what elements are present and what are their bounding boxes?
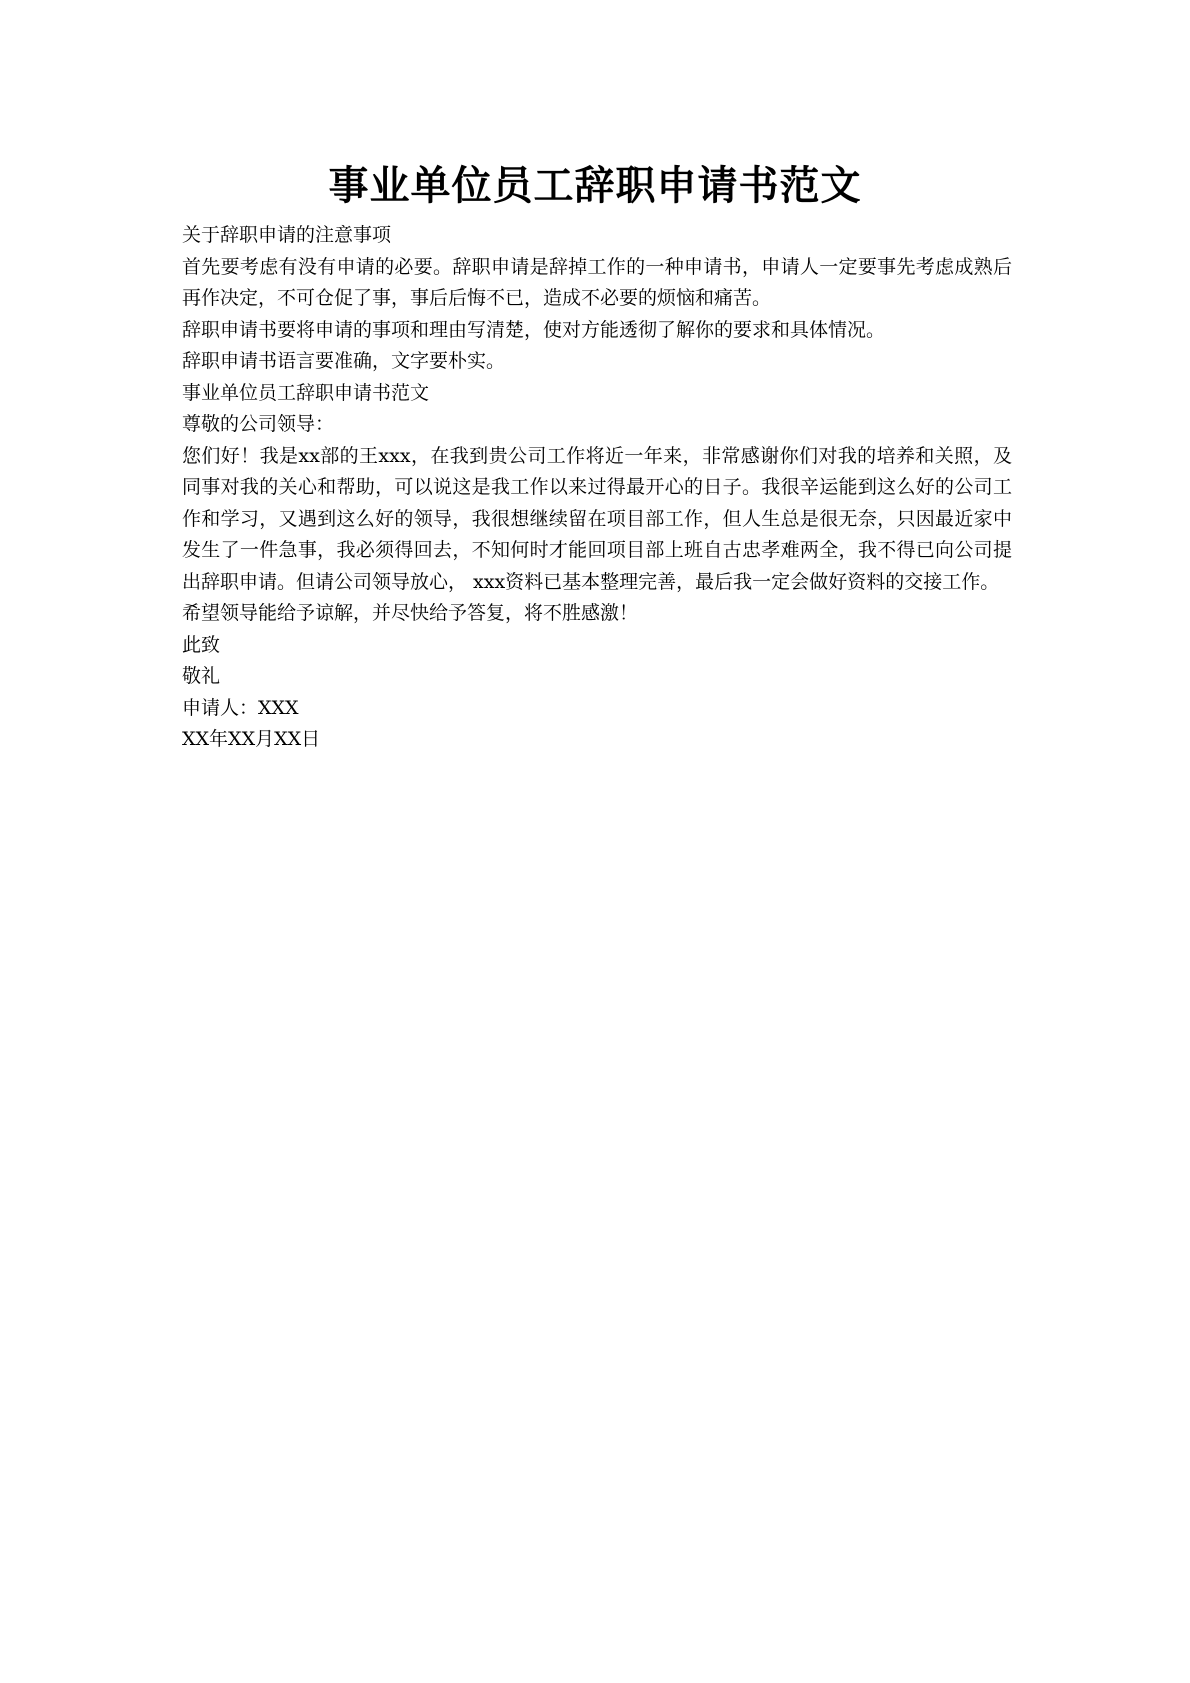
section-heading-sample: 事业单位员工辞职申请书范文 (182, 381, 430, 404)
document-body (182, 220, 1012, 756)
letter-salute: 敬礼 (182, 665, 221, 687)
section-heading-notes: 关于辞职申请的注意事项 (182, 224, 392, 246)
letter-date: XX年XX月XX日 (182, 728, 321, 750)
document-title: 事业单位员工辞职申请书范文 (328, 162, 862, 209)
letter-applicant: 申请人：XXX (182, 696, 299, 719)
letter-body: 您们好！我是xx部的王xxx，在我到贵公司工作将近一年来，非常感谢你们对我的培养和关照，及同事对我的关心和帮助，可以说这是我工作以来过得最开心的日子。我很辛运能到这么好的公司工作和学习，又遇到这么好的领导，我很想继续留在项目部工作，但人生总是很无奈，只因最近家中发生了一件急事，我必须得回去，不知何时才能回项目部上班自古忠孝难两全，我不得已向公司提出辞职申请。但请公司领导放心， xxx资料已基本整理完善，最后我一定会做好资料的交接工作。 (182, 444, 1012, 593)
letter-regards: 此致 (182, 633, 221, 656)
paragraph-language: 辞职申请书语言要准确，文字要朴实。 (182, 350, 506, 372)
letter-salutation: 尊敬的公司领导： (182, 413, 335, 435)
paragraph-reasons: 辞职申请书要将申请的事项和理由写清楚，使对方能透彻了解你的要求和具体情况。 (182, 318, 886, 341)
letter-closing-request: 希望领导能给予谅解，并尽快给予答复，将不胜感激！ (182, 602, 639, 624)
paragraph-necessity: 首先要考虑有没有申请的必要。辞职申请是辞掉工作的一种申请书，申请人一定要事先考虑成熟后再作决定，不可仓促了事，事后后悔不已，造成不必要的烦恼和痛苦。 (182, 255, 1012, 309)
